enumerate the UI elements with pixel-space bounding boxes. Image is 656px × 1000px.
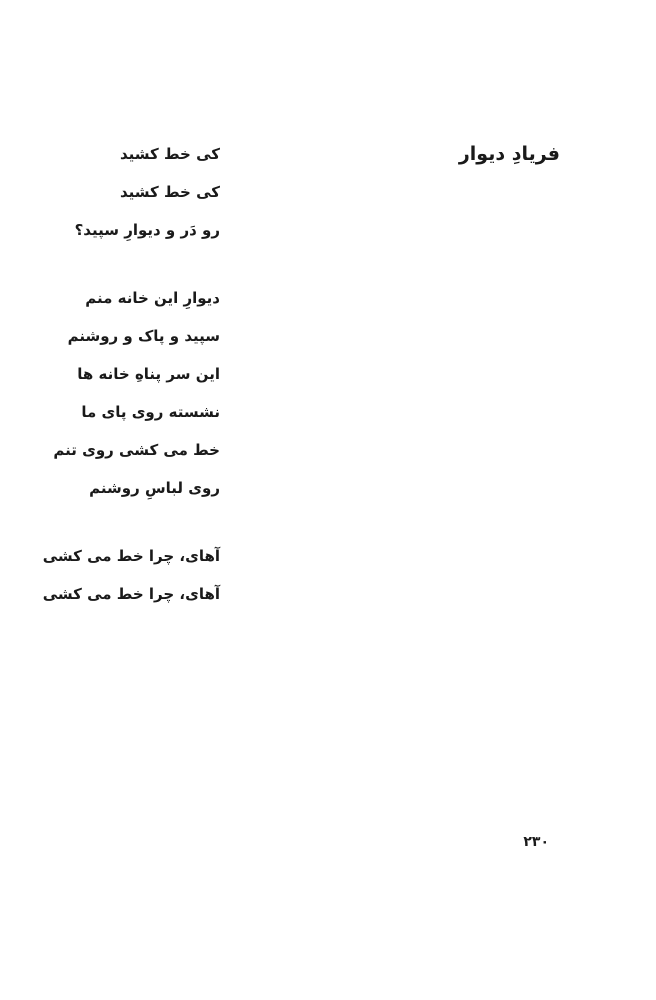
poem-line: سپید و پاک و روشنم bbox=[67, 327, 220, 345]
stanza-2 bbox=[0, 284, 220, 502]
poem-line: رو دَر و دیوارِ سپید؟ bbox=[74, 221, 220, 239]
stanza-gap bbox=[0, 254, 220, 284]
poem-line: دیوارِ این خانه منم bbox=[85, 289, 220, 307]
poem-line: نشسته روی پای ما bbox=[81, 403, 220, 421]
poem-line: آهای، چرا خط می کشی bbox=[42, 585, 220, 603]
stanza-1 bbox=[0, 140, 220, 244]
page-number: ۲۳۰ bbox=[523, 834, 549, 850]
poem-line: خط می کشی روی تنم bbox=[53, 441, 220, 459]
poem-body bbox=[0, 140, 220, 618]
poem-title: فریادِ دیوار bbox=[458, 143, 560, 165]
poem-line: کی خط کشید bbox=[120, 183, 220, 201]
stanza-gap bbox=[0, 512, 220, 542]
poem-line: روی لباسِ روشنم bbox=[89, 479, 220, 497]
poem-line: آهای، چرا خط می کشی bbox=[42, 547, 220, 565]
stanza-3 bbox=[0, 542, 220, 608]
poem-line: کی خط کشید bbox=[120, 145, 220, 163]
poem-line: این سر پناهِ خانه ها bbox=[77, 365, 220, 383]
